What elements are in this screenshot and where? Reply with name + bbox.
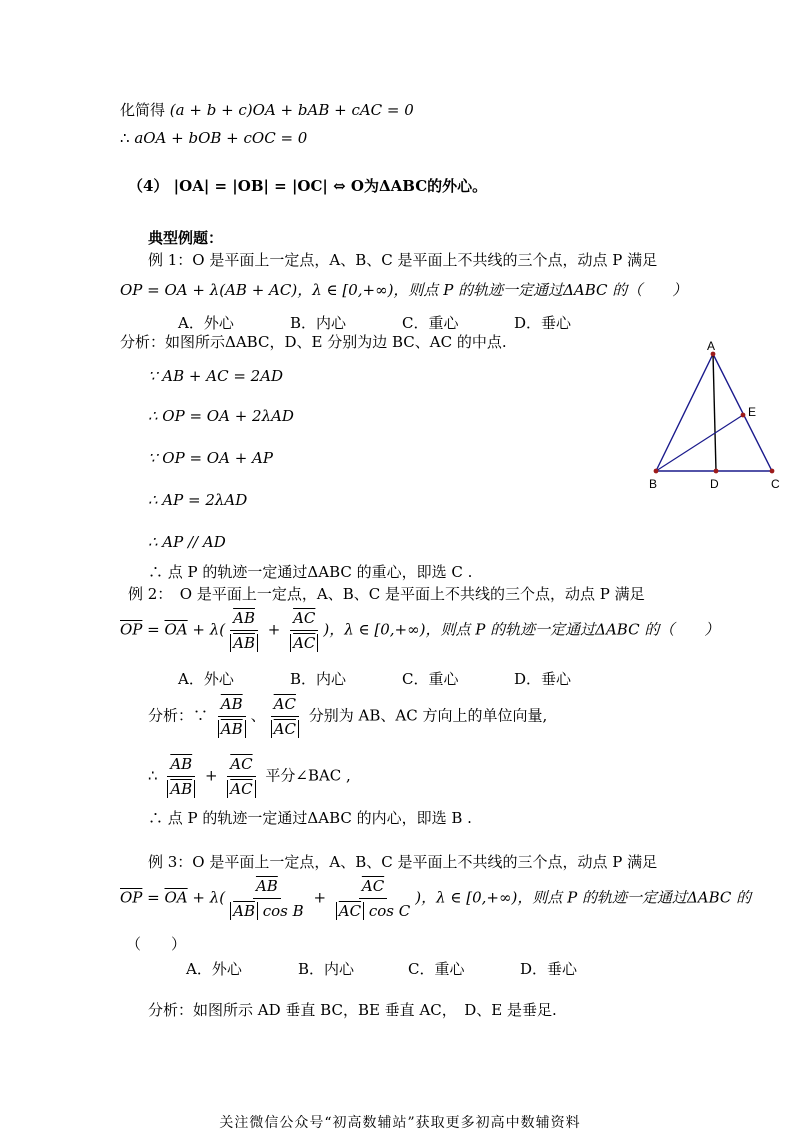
- label-e: E: [748, 405, 757, 419]
- section-title: 典型例题：: [148, 229, 224, 247]
- point-c: [770, 469, 775, 474]
- example3-analysis: 分析：如图所示 AD 垂直 BC，BE 垂直 AC， D、E 是垂足.: [148, 1001, 557, 1019]
- example1-stem-line1: 例 1：O 是平面上一定点，A、B、C 是平面上不共线的三个点，动点 P 满足: [148, 251, 658, 269]
- label-a: A: [707, 339, 716, 353]
- example2-stem-suffix: ，λ ∈ [0,+∞)，则点 P 的轨迹一定通过ΔABC 的（ ）: [329, 620, 720, 639]
- example1-conclusion: ∴ 点 P 的轨迹一定通过ΔABC 的重心，即选 C .: [148, 563, 473, 581]
- example2-stem-line1: 例 2： O 是平面上一定点，A、B、C 是平面上不共线的三个点，动点 P 满足: [128, 585, 645, 603]
- example2-analysis-suffix: 分别为 AB、AC 方向上的单位向量,: [308, 706, 548, 725]
- footer-note: 关注微信公众号“初高数辅站”获取更多初高中数辅资料: [219, 1115, 581, 1131]
- example1-step-4: ∴ AP = 2λAD: [148, 491, 248, 509]
- example3-option-c: C．重心: [408, 960, 465, 978]
- simplify-line: [120, 100, 414, 120]
- example2-option-c: C．重心: [402, 670, 459, 688]
- label-c: C: [771, 477, 780, 491]
- example2-stem-line2: $\overline{OP} = \overline{OA} + \lambda$( $\frac{\overline{AB}}{AB}$ + $\frac{\overline{AC}}{AC}$ )，λ ∈ [0,+∞)，则点 P 的轨迹一定通过ΔABC 的（ ）: [120, 606, 719, 655]
- example2-option-b: B．内心: [290, 670, 347, 688]
- therefore-line: ∴ aOA + bOB + cOC = 0: [120, 129, 308, 147]
- triangle-figure: [640, 338, 790, 498]
- simplify-label: 化简得: [120, 101, 166, 119]
- example3-stem-line3: （ ）: [126, 935, 187, 953]
- example2-analysis: 分析：∵ $\frac{\overline{AB}}{AB}$ 、 $\frac{\overline{AC}}{AC}$ 分别为 AB、AC 方向上的单位向量,: [148, 692, 547, 741]
- example3-stem-line1: 例 3：O 是平面上一定点，A、B、C 是平面上不共线的三个点，动点 P 满足: [148, 853, 658, 871]
- example1-step-1: ∵ AB + AC = 2AD: [148, 367, 284, 385]
- item4-line: [128, 176, 487, 196]
- example3-option-b: B．内心: [298, 960, 355, 978]
- point-d: [714, 469, 719, 474]
- example1-step-3: ∵ OP = OA + AP: [148, 449, 273, 467]
- example2-option-d: D．垂心: [514, 670, 572, 688]
- point-b: [654, 469, 659, 474]
- example1-option-a: A．外心: [178, 314, 234, 332]
- example3-option-a: A．外心: [186, 960, 242, 978]
- example2-option-a: A．外心: [178, 670, 234, 688]
- example1-step-2: ∴ OP = OA + 2λAD: [148, 407, 294, 425]
- label-b: B: [649, 477, 658, 491]
- example1-option-d: D．垂心: [514, 314, 572, 332]
- item4-expr: |OA| = |OB| = |OC| ⇔ O为ΔABC的外心。: [173, 177, 488, 195]
- median-ad: [713, 354, 716, 471]
- example1-stem-line2: OP = OA + λ(AB + AC)，λ ∈ [0,+∞)，则点 P 的轨迹一定通过ΔABC 的（ ）: [120, 281, 688, 299]
- example3-option-d: D．垂心: [520, 960, 578, 978]
- example2-conclusion: ∴ 点 P 的轨迹一定通过ΔABC 的内心，即选 B .: [148, 809, 472, 827]
- example1-analysis: 分析：如图所示ΔABC，D、E 分别为边 BC、AC 的中点.: [120, 333, 507, 351]
- label-d: D: [710, 477, 719, 491]
- item4-label: （4）: [128, 177, 169, 195]
- example3-stem-suffix: ，λ ∈ [0,+∞)，则点 P 的轨迹一定通过ΔABC 的: [421, 888, 752, 907]
- example2-sum-line: ∴ $\frac{\overline{AB}}{AB}$ + $\frac{\overline{AC}}{AC}$ 平分∠BAC ,: [148, 752, 351, 801]
- point-e: [741, 413, 746, 418]
- example3-stem-line2: $\overline{OP} = \overline{OA} + \lambda$( $\frac{\overline{AB}}{\overline{AB} \cos B}$ + $\frac{\overline{AC}}{\overline{AC} \cos C}$ )，λ ∈ [0,+∞)，则点 P 的轨迹一定通过ΔABC 的: [120, 874, 751, 923]
- example1-option-b: B．内心: [290, 314, 347, 332]
- simplify-expr: (a + b + c)OA + bAB + cAC = 0: [169, 101, 414, 119]
- example2-sum-suffix: 平分∠BAC ,: [265, 766, 351, 785]
- therefore-expr: aOA + bOB + cOC = 0: [134, 129, 308, 147]
- example1-option-c: C．重心: [402, 314, 459, 332]
- example1-step-5: ∴ AP // AD: [148, 533, 226, 551]
